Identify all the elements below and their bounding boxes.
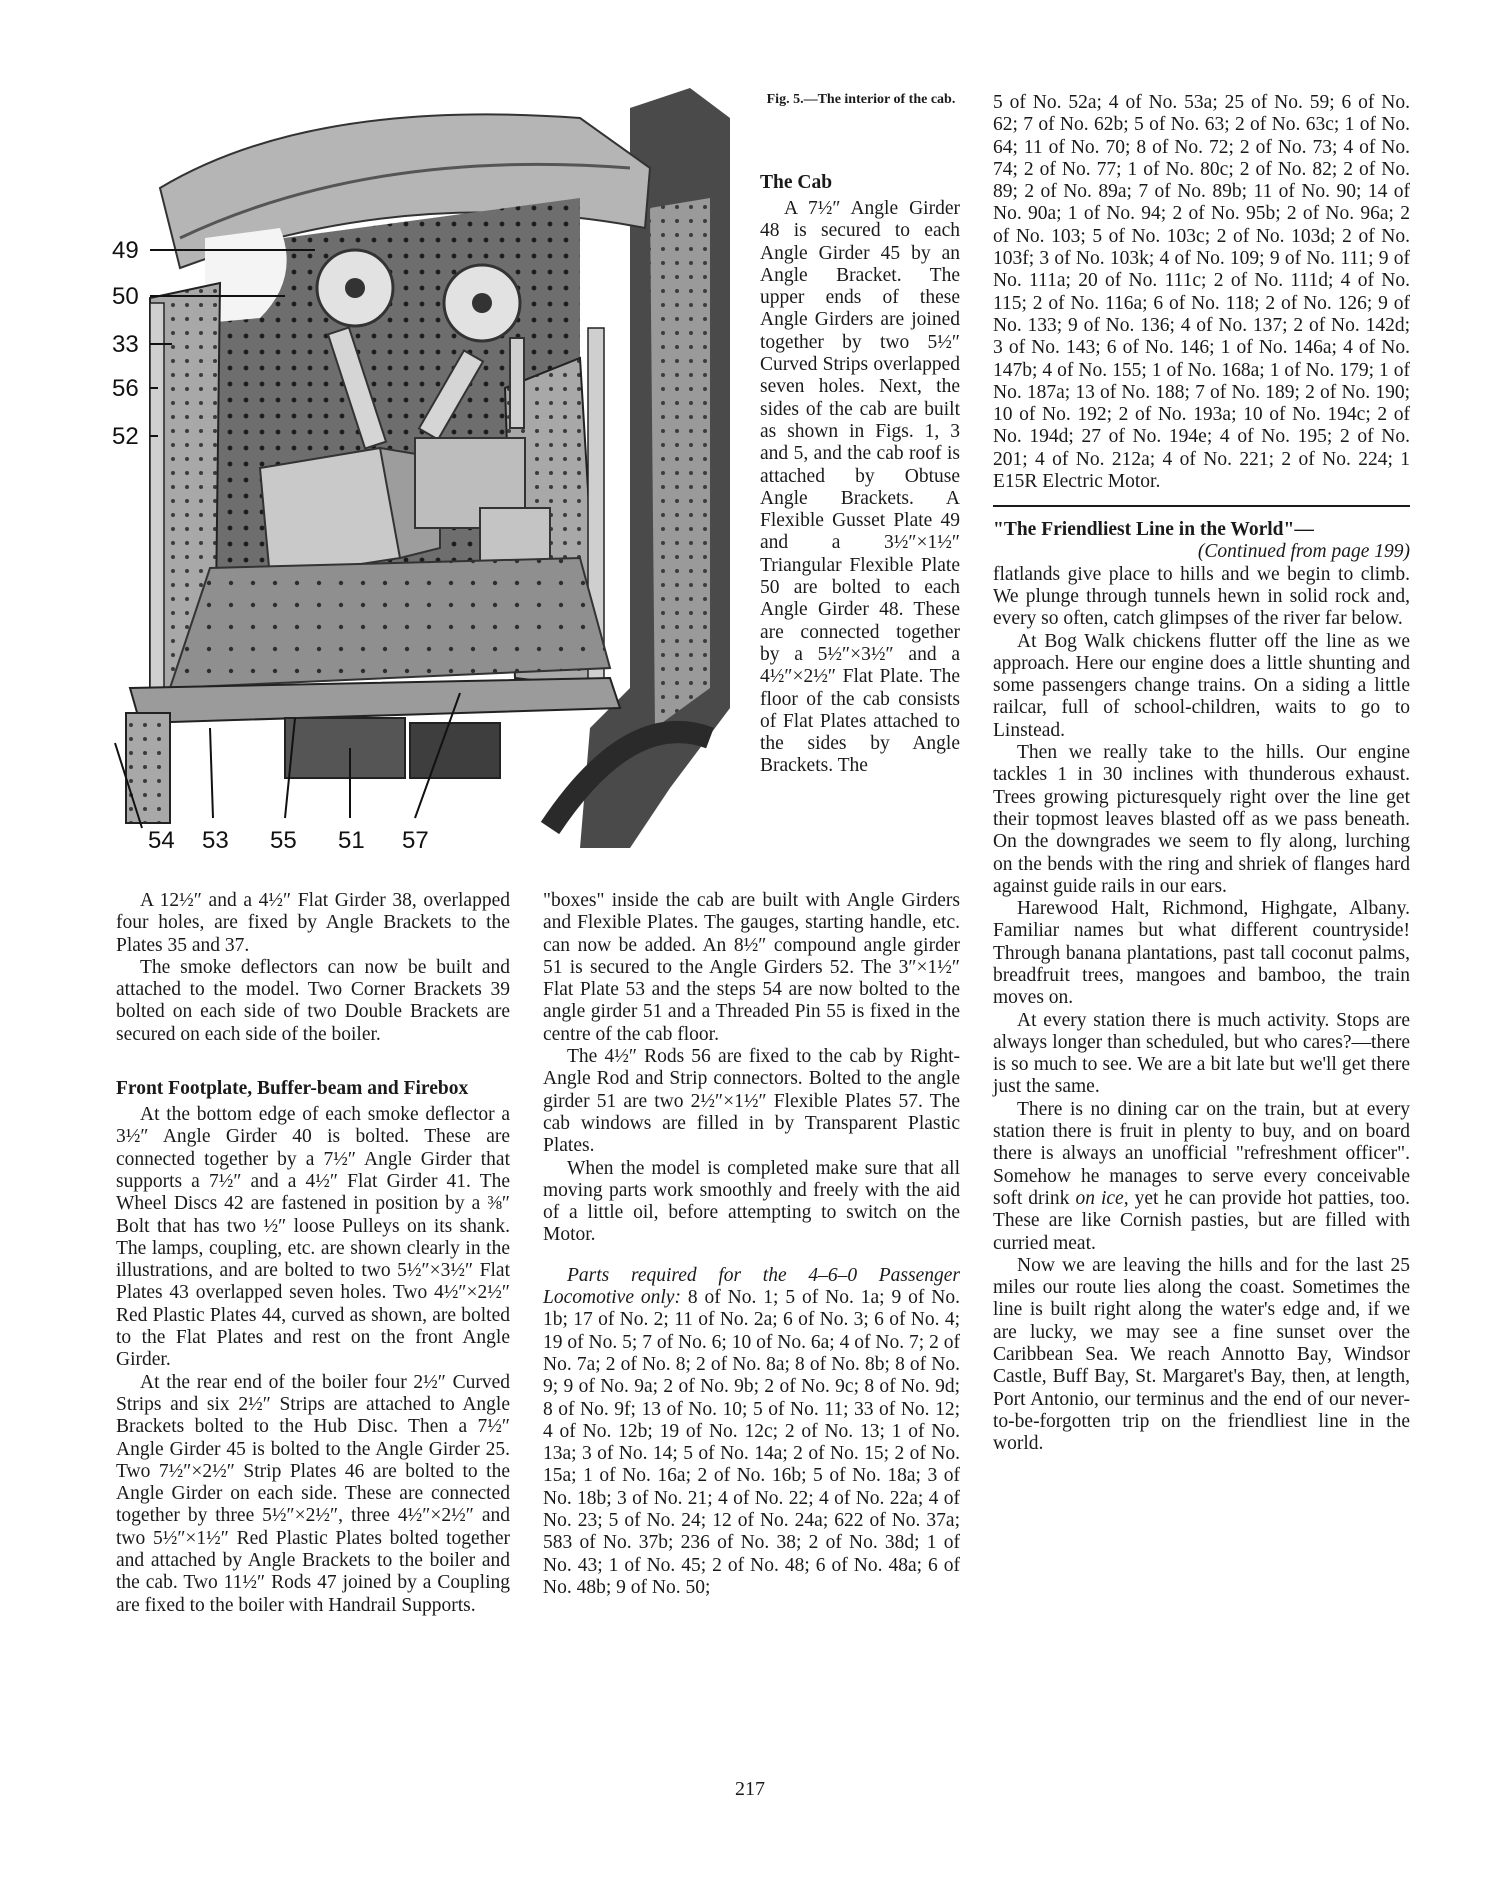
parts-list-continued: 5 of No. 52a; 4 of No. 53a; 25 of No. 59; 6 of No. 62; 7 of No. 62b; 5 of No. 63; 2 of No. 63c; 1 of No. 64; 11 of No. 70; 8 of No. 72; 2 of No. 73; 4 of No. 74; 2 of No. 77; 1 of No. 80c; 2 of No. 82; 2 of No. 89; 2 of No. 89a; 7 of No. 89b; 11 of No. 90; 14 of No. 90a; 1 of No. 94; 2 of No. 95b; 2 of No. 96a; 2 of No. 103; 5 of No. 103c; 2 of No. 103d; 2 of No. 103f; 3 of No. 103k; 4 of No. 109; 9 of No. 111; 9 of No. 111a; 20 of No. 111c; 2 of No. 111d; 4 of No. 115; 2 of No. 116a; 6 of No. 118; 2 of No. 126; 9 of No. 133; 9 of No. 136; 4 of No. 137; 2 of No. 142d; 3 of No. 143; 6 of No. 146; 1 of No. 146a; 4 of No. 147b; 4 of No. 155; 1 of No. 168a; 1 of No. 179; 1 of No. 187a; 13 of No. 188; 7 of No. 189; 2 of No. 190; 10 of No. 192; 2 of No. 193a; 10 of No. 194c; 2 of No. 194d; 27 of No. 194e; 4 of No. 195; 2 of No. 201; 4 of No. 212a; 4 of No. 221; 2 of No. 224; 1 E15R Electric Motor. [993, 92, 1410, 493]
parts-list-items: 8 of No. 1; 5 of No. 1a; 9 of No. 1b; 17 of No. 2; 11 of No. 2a; 6 of No. 3; 6 of No. 4; 19 of No. 5; 7 of No. 6; 10 of No. 6a; 4 of No. 7; 2 of No. 7a; 2 of No. 8; 2 of No. 8a; 8 of No. 8b; 8 of No. 9; 9 of No. 9a; 2 of No. 9b; 2 of No. 9c; 8 of No. 9d; 8 of No. 9f; 13 of No. 10; 5 of No. 11; 33 of No. 12; 4 of No. 12b; 19 of No. 12c; 2 of No. 13; 1 of No. 13a; 3 of No. 14; 5 of No. 14a; 2 of No. 15; 2 of No. 15a; 1 of No. 16a; 2 of No. 16b; 5 of No. 18a; 3 of No. 18b; 3 of No. 21; 4 of No. 22; 4 of No. 22a; 4 of No. 23; 5 of No. 24; 12 of No. 24a; 622 of No. 37a; 583 of No. 37b; 236 of No. 38; 2 of No. 38d; 1 of No. 43; 1 of No. 45; 2 of No. 48; 6 of No. 48a; 6 of No. 48b; 9 of No. 50; [543, 1287, 961, 1598]
continued-note: (Continued from page 199) [1197, 541, 1410, 563]
paragraph: There is no dining car on the train, but at every station there is fruit in plenty to buy, and on board there is always an unofficial "refreshment officer". Somehow he manages to serve every conceivable soft drink on ice, yet he can provide hot patties, too. These are like Cornish pasties, but are filled with curried meat. [993, 1098, 1410, 1254]
figure-label: 55 [270, 827, 297, 848]
paragraph: At Bog Walk chickens flutter off the line as we approach. Here our engine does a little shunting and some passengers change trains. On a siding a little railcar, full of school-children, waits to go to Linstead. [993, 630, 1410, 741]
figure-label: 49 [112, 237, 139, 264]
figure-label: 53 [202, 827, 229, 848]
figure-label: 57 [402, 827, 429, 848]
paragraph: At the bottom edge of each smoke deflector a 3½″ Angle Girder 40 is bolted. These are connected together by a 7½″ Angle Girder that supports a 7½″ and a 4½″ Flat Girder 41. The Wheel Discs 42 are fastened in position by a ⅜″ Bolt that has two ½″ loose Pulleys on its shank. The lamps, coupling, etc. are shown clearly in the illustrations, and are bolted to two 5½″×3½″ Flat Plates 43 overlapped seven holes. Two 4½″×2½″ Red Plastic Plates 44, curved as shown, are bolted to the Flat Plates and rest on the front Angle Girder. [116, 1104, 510, 1371]
paragraph: Harewood Halt, Richmond, Highgate, Albany. Familiar names but what different countryside! Through banana plantations, past tall coconut palms, breadfruit trees, mangoes and bamboo, the train moves on. [993, 898, 1410, 1009]
column-2-top [760, 172, 960, 778]
section-heading-cab: The Cab [760, 172, 833, 193]
paragraph: Then we really take to the hills. Our engine tackles 1 in 30 inclines with thunderous exhaust. Trees growing picturesquely right over the line get their topmost leaves blasted off as we pass beneath. On the downgrades we seem to fly along, lurching on the bends with the ring and shriek of flanges hard against guide rails in our ears. [993, 742, 1410, 897]
figure-label: 33 [112, 331, 139, 358]
paragraph: At the rear end of the boiler four 2½″ Curved Strips and six 2½″ Strips are attached to Angle Brackets bolted to the Hub Disc. Then a 7½″ Angle Girder 45 is bolted to the Angle Girder 25. Two 7½″×2½″ Strip Plates 46 are bolted to the Angle Girder on each side. These are connected together by three 5½″×2½″, three 4½″×2½″ and two 5½″×1½″ Red Plastic Plates bolted together and attached by Angle Brackets to the boiler and the cab. Two 11½″ Rods 47 joined by a Coupling are fixed to the boiler with Handrail Supports. [116, 1371, 510, 1616]
paragraph: At every station there is much activity. Stops are always longer than scheduled, but who cares?—there is so much to see. We are a bit late but we'll get there just the same. [993, 1009, 1410, 1098]
column-3 [993, 92, 1410, 1456]
figure-label: 54 [148, 827, 175, 848]
parts-list-title: Parts required for the 4–6–0 Passenger Locomotive only: [543, 1264, 960, 1309]
paragraph: A 7½″ Angle Girder 48 is secured to each Angle Girder 45 by an Angle Bracket. The upper ends of these Angle Girders are joined together by two 5½″ Curved Strips overlapped seven holes. Next, the sides of the cab are built as shown in Figs. 1, 3 and 5, and the cab roof is attached by Obtuse Angle Brackets. A Flexible Gusset Plate 49 and a 3½″×1½″ Triangular Flexible Plate 50 are bolted to each Angle Girder 48. These are connected together by a 5½″×3½″ and a 4½″×2½″ Flat Plate. The floor of the cab consists of Flat Plates attached to the sides by Angle Brackets. The [760, 198, 960, 777]
column-1 [116, 890, 510, 1617]
paragraph: A 12½″ and a 4½″ Flat Girder 38, overlapped four holes, are fixed by Angle Brackets to the Plates 35 and 37. [116, 890, 510, 956]
article-title: "The Friendliest Line in the World"— [993, 519, 1314, 541]
parts-list [543, 1265, 960, 1599]
divider-rule [993, 505, 1410, 507]
paragraph: The smoke deflectors can now be built and attached to the model. Two Corner Brackets 39 bolted on each side of two Double Brackets are secured on each side of the boiler. [116, 956, 510, 1045]
page-number: 217 [735, 1778, 765, 1800]
cab-photo [110, 88, 730, 848]
figure-label: 51 [338, 827, 365, 848]
figure-caption: Fig. 5.—The interior of the cab. [766, 92, 956, 107]
paragraph: When the model is completed make sure that all moving parts work smoothly and freely with the aid of a little oil, before attempting to switch on the Motor. [543, 1157, 960, 1246]
paragraph: The 4½″ Rods 56 are fixed to the cab by Right-Angle Rod and Strip connectors. Bolted to the angle girder 51 are two 2½″×1½″ Flexible Plates 57. The cab windows are filled in by Transparent Plastic Plates. [543, 1046, 960, 1157]
paragraph: flatlands give place to hills and we begin to climb. We plunge through tunnels hewn in solid rock and, every so often, catch glimpses of the river far below. [993, 563, 1410, 630]
figure-label: 50 [112, 283, 139, 310]
cab-interior-figure [110, 88, 730, 848]
section-heading-footplate: Front Footplate, Buffer-beam and Firebox [116, 1078, 469, 1100]
figure-label: 52 [112, 423, 139, 450]
paragraph: "boxes" inside the cab are built with Angle Girders and Flexible Plates. The gauges, starting handle, etc. can now be added. An 8½″ compound angle girder 51 is secured to the Angle Girders 52. The 3″×1½″ Flat Plate 53 and the steps 54 are now bolted to the angle girder 51 and a Threaded Pin 55 is fixed in the centre of the cab floor. [543, 890, 960, 1045]
column-2-bottom [543, 890, 960, 1599]
paragraph: Now we are leaving the hills and for the last 25 miles our route lies along the coast. Sometimes the line is built right along the water's edge and, if we are lucky, we may see a fine sunset over the Caribbean Sea. We reach Annotto Bay, Windsor Castle, Buff Bay, St. Margaret's Bay, then, at length, Port Antonio, our terminus and the end of our never-to-be-forgotten trip on the friendliest line in the world. [993, 1254, 1410, 1455]
figure-label: 56 [112, 375, 139, 402]
